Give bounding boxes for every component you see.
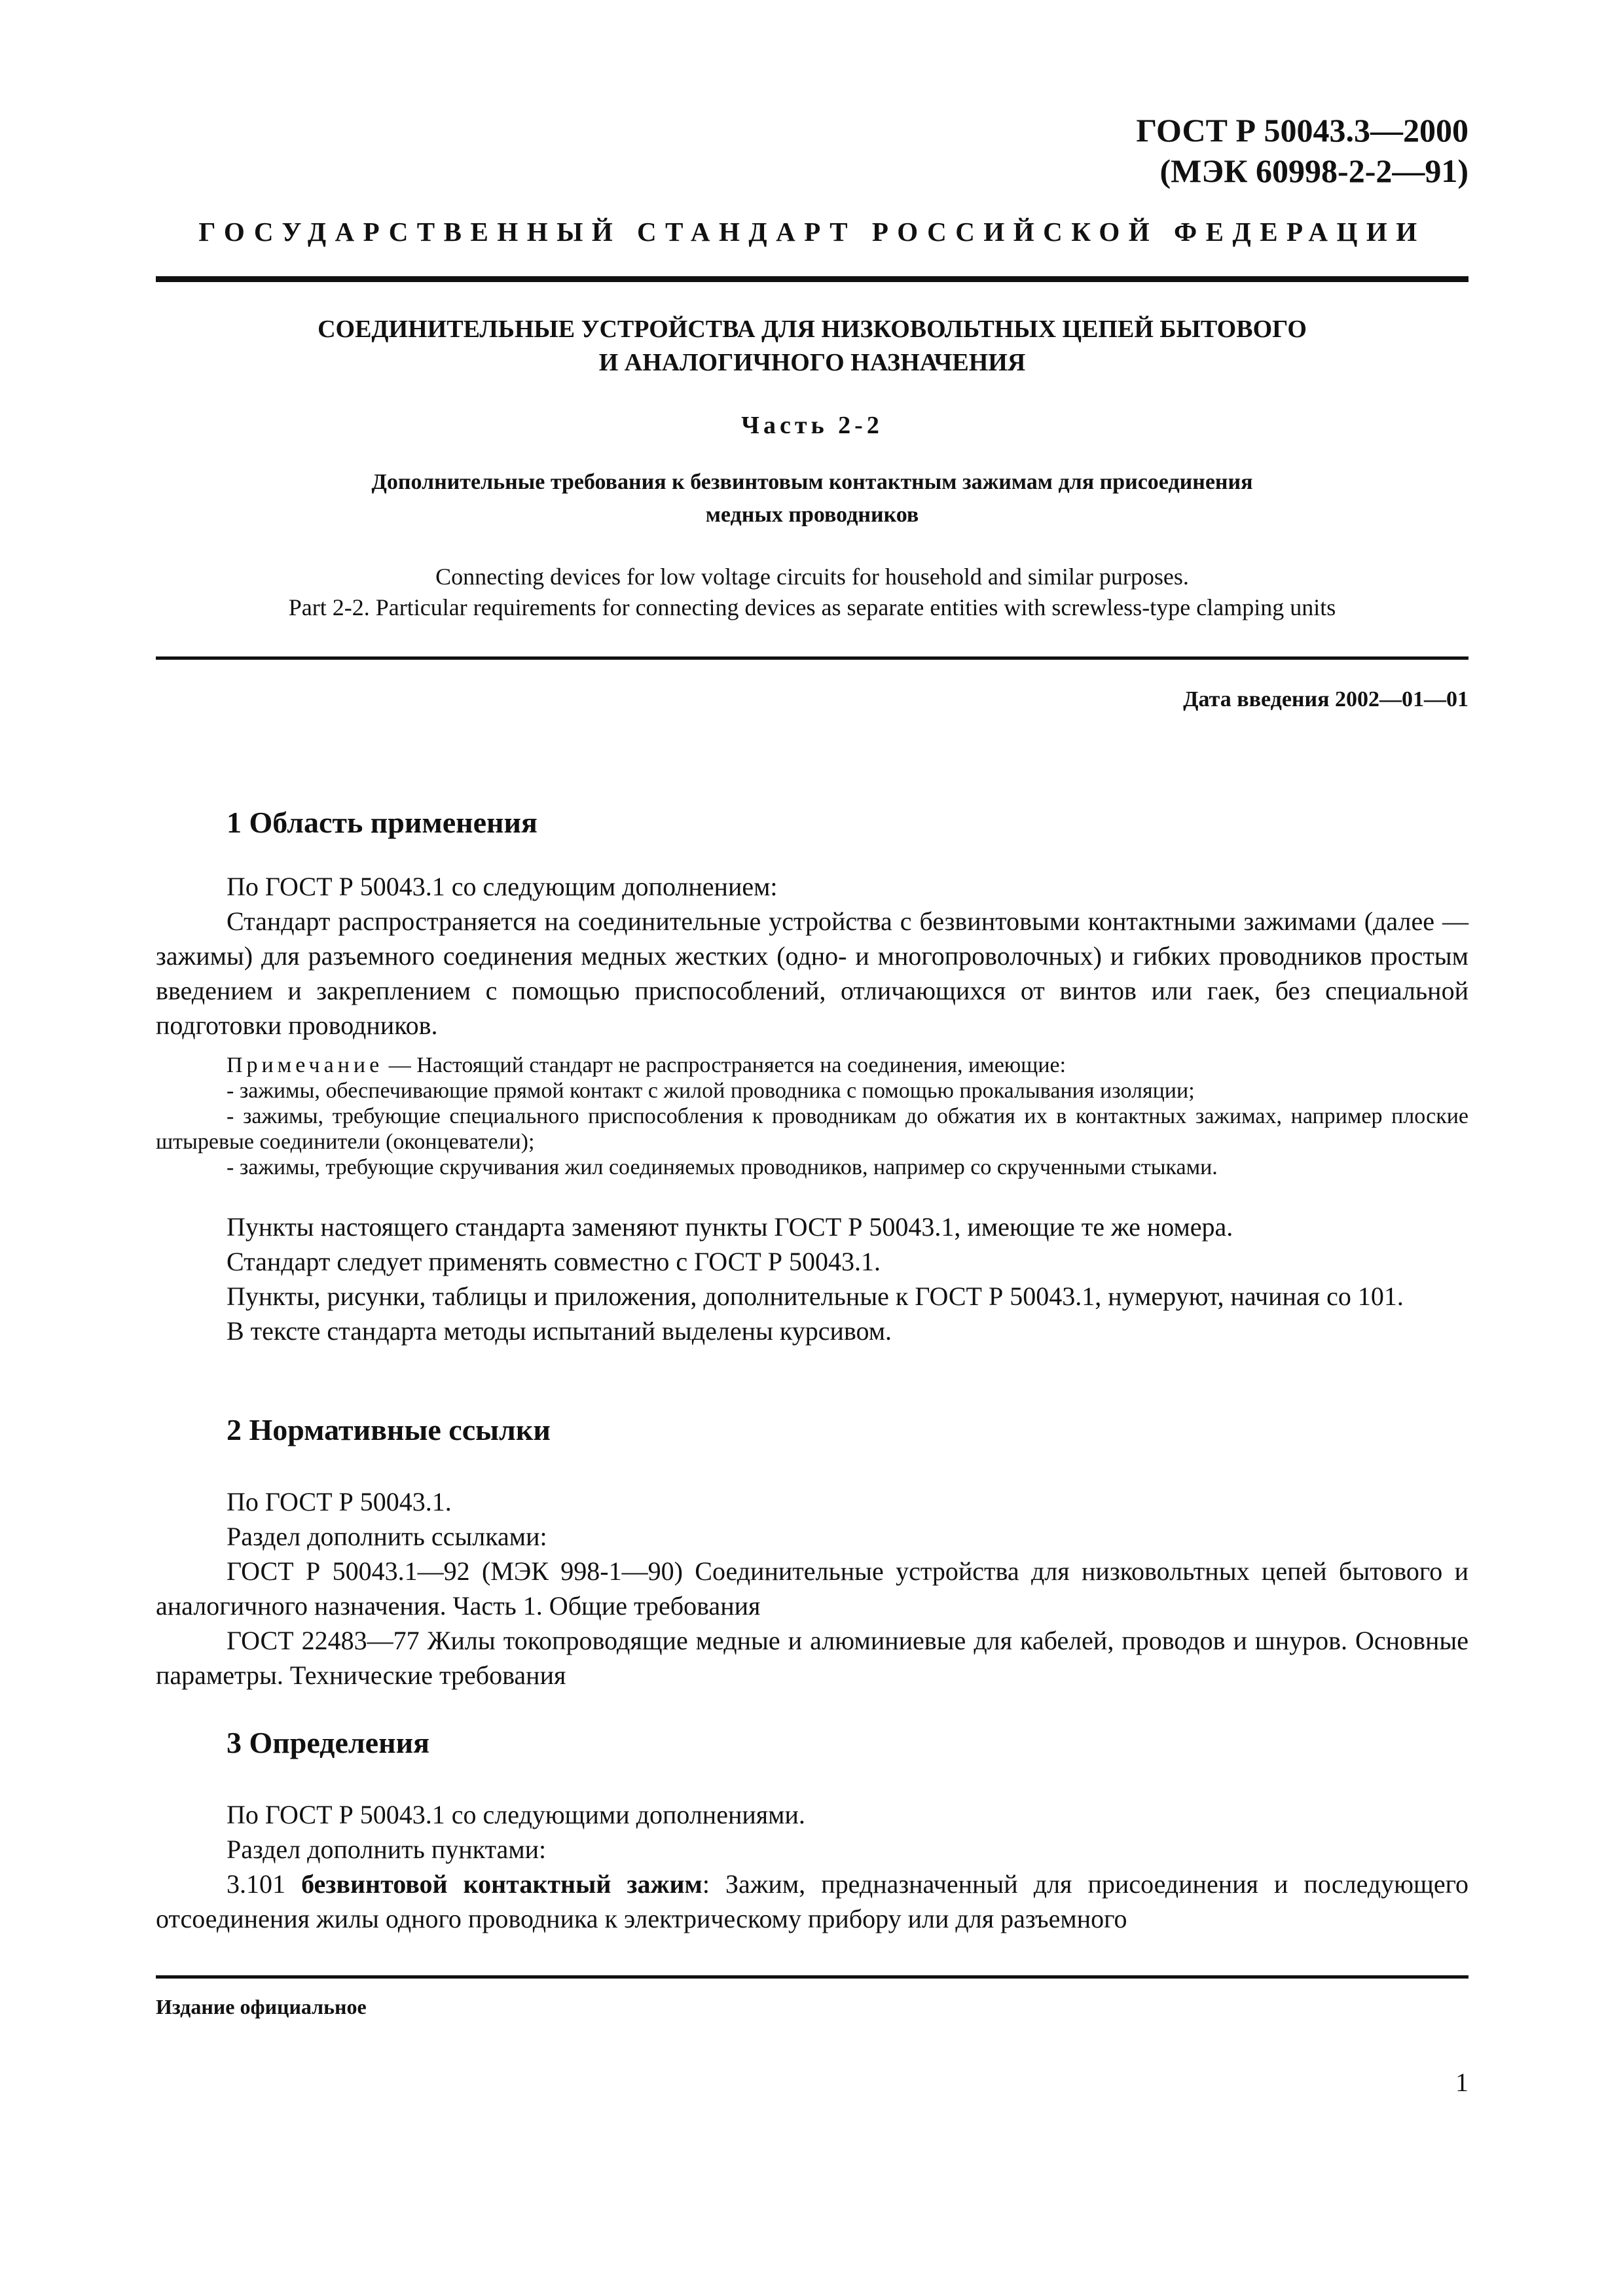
section2-paragraph: ГОСТ 22483—77 Жилы токопроводящие медные и алюминиевые для кабелей, проводов и шнуров. Основные параметры. Технические требования <box>156 1626 1468 1690</box>
section1-paragraph: Стандарт следует применять совместно с ГОСТ Р 50043.1. <box>227 1247 881 1276</box>
section1-note <box>156 1052 1468 1180</box>
subtitle-line2: медных проводников <box>705 503 919 527</box>
section3-heading: 3 Определения <box>227 1726 429 1759</box>
title-line2: И АНАЛОГИЧНОГО НАЗНАЧЕНИЯ <box>598 349 1026 376</box>
state-standard-banner: ГОСУДАРСТВЕННЫЙ СТАНДАРТ РОССИЙСКОЙ ФЕДЕРАЦИИ <box>198 217 1426 247</box>
english-title-line2: Part 2-2. Particular requirements for connecting devices as separate entities with screwless-type clamping units <box>288 594 1336 620</box>
note-item: - зажимы, обеспечивающие прямой контакт с жилой проводника с помощью прокалывания изоляции; <box>227 1079 1195 1103</box>
section1-heading: 1 Область применения <box>227 806 538 839</box>
introduction-date: Дата введения 2002—01—01 <box>1183 687 1468 711</box>
standard-code <box>1136 110 1468 191</box>
title-rule <box>156 656 1468 660</box>
section2-paragraph: По ГОСТ Р 50043.1. <box>227 1487 452 1516</box>
standard-code-line2: (МЭК 60998-2-2—91) <box>1159 152 1468 189</box>
section3-definition <box>156 1867 1468 1936</box>
definition-term: безвинтовой контактный зажим <box>301 1869 702 1899</box>
part-label: Часть 2-2 <box>741 412 883 439</box>
english-title-line1: Connecting devices for low voltage circuits for household and similar purposes. <box>435 564 1189 590</box>
section2-paragraph: Раздел дополнить ссылками: <box>227 1522 547 1551</box>
section3-body <box>156 1797 1468 1936</box>
note-item: - зажимы, требующие скручивания жил соединяемых проводников, например со скрученными стыками. <box>227 1155 1218 1179</box>
note-item: - зажимы, требующие специального приспособления к проводникам до обжатия их в контактных зажимах, например плоские штыревые соединители (оконцеватели); <box>156 1104 1468 1154</box>
footer-rule <box>156 1975 1468 1979</box>
header-rule <box>156 276 1468 282</box>
section2-heading: 2 Нормативные ссылки <box>227 1413 551 1446</box>
section1-paragraph: Стандарт распространяется на соединительные устройства с безвинтовыми контактными зажимами (далее — зажимы) для разъемного соединения медных жестких (одно- и многопроволочных) и гибких проводников простым введением и закреплением с помощью приспособлений, отличающихся от винтов или гаек, без специальной подготовки проводников. <box>156 906 1468 1040</box>
document-subtitle <box>156 466 1468 531</box>
section1-paragraph: Пункты настоящего стандарта заменяют пункты ГОСТ Р 50043.1, имеющие те же номера. <box>227 1212 1233 1242</box>
section2-paragraph: ГОСТ Р 50043.1—92 (МЭК 998-1—90) Соединительные устройства для низковольтных цепей бытового и аналогичного назначения. Часть 1. Общие требования <box>156 1556 1468 1621</box>
definition-text: : Зажим, предназначенный для присоединения и последующего отсоединения жилы одного проводника к электрическому прибору или для разъемного <box>156 1869 1469 1933</box>
section1-body <box>156 869 1468 1043</box>
document-title <box>156 313 1468 380</box>
section1-paragraph: В тексте стандарта методы испытаний выделены курсивом. <box>227 1316 892 1346</box>
section2-body <box>156 1484 1468 1693</box>
note-intro <box>156 1052 1468 1078</box>
section1-paragraph: Пункты, рисунки, таблицы и приложения, дополнительные к ГОСТ Р 50043.1, нумеруют, начиная со 101. <box>227 1282 1404 1311</box>
definition-number: 3.101 <box>227 1869 302 1899</box>
note-label: Примечание <box>227 1053 384 1077</box>
official-edition-label: Издание официальное <box>156 1995 367 2018</box>
subtitle-line1: Дополнительные требования к безвинтовым контактным зажимам для присоединения <box>371 470 1253 494</box>
note-text: — Настоящий стандарт не распространяется на соединения, имеющие: <box>383 1053 1067 1077</box>
section1-body-cont <box>156 1210 1468 1348</box>
section1-paragraph: По ГОСТ Р 50043.1 со следующим дополнением: <box>227 872 778 901</box>
title-line1: СОЕДИНИТЕЛЬНЫЕ УСТРОЙСТВА ДЛЯ НИЗКОВОЛЬТНЫХ ЦЕПЕЙ БЫТОВОГО <box>318 315 1307 343</box>
page-number: 1 <box>1455 2068 1468 2097</box>
section3-paragraph: Раздел дополнить пунктами: <box>227 1835 547 1864</box>
standard-code-line1: ГОСТ Р 50043.3—2000 <box>1136 112 1468 149</box>
section3-paragraph: По ГОСТ Р 50043.1 со следующими дополнениями. <box>227 1800 805 1829</box>
english-title <box>156 562 1468 623</box>
